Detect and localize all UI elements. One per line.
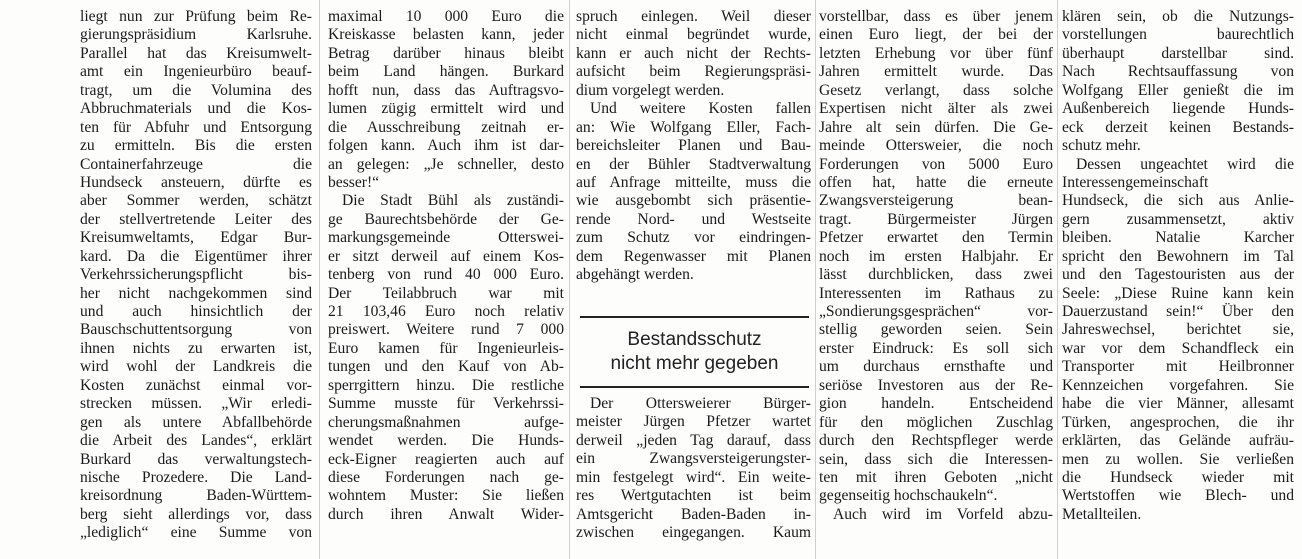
text-line: erster Eindruck: Es soll sich bbox=[819, 339, 1053, 357]
text-line: eck derzeit keinen Bestands- bbox=[1062, 118, 1294, 136]
text-line: dem Regenwasser mit Planen bbox=[576, 247, 811, 265]
text-line: der stellvertretende Leiter des bbox=[80, 210, 312, 228]
subheading-line: Bestandsschutz bbox=[627, 329, 762, 350]
text-line: Kreiskasse belasten kann, jeder bbox=[328, 26, 564, 44]
text-line: min festgelegt wird“. Ein weite- bbox=[576, 468, 811, 486]
column-rule bbox=[319, 0, 320, 559]
text-line: ten mit ihren Geboten „nicht bbox=[819, 468, 1053, 486]
text-line: markungsgemeinde Otterswei- bbox=[328, 229, 564, 247]
text-line: Kreisumweltamts, Edgar Bur- bbox=[80, 229, 312, 247]
text-line: ein Zwangsversteigerungster- bbox=[576, 450, 811, 468]
text-line: wohntem Muster: Sie ließen bbox=[328, 487, 564, 505]
subheading-line: nicht mehr gegeben bbox=[610, 353, 779, 374]
text-line: letzten Erhebung vor über fünf bbox=[819, 44, 1053, 62]
text-line: Forderungen von 5000 Euro bbox=[819, 155, 1053, 173]
text-line: Hundseck ansteuern, dürfte es bbox=[80, 173, 312, 191]
text-line: Kosten zunächst einmal vor- bbox=[80, 376, 312, 394]
text-line: Gesetz verlangt, dass solche bbox=[819, 81, 1053, 99]
text-line: res Wertgutachten ist beim bbox=[576, 487, 811, 505]
text-line: einen Euro liegt, der bei der bbox=[819, 26, 1053, 44]
text-line: aufsicht beim Regierungspräsi- bbox=[576, 63, 811, 81]
text-line: Jahre alt sein dürfen. Die Ge- bbox=[819, 118, 1053, 136]
text-line: und den Tagestouristen aus der bbox=[1062, 266, 1294, 284]
text-line: rende Nord- und Westseite bbox=[576, 210, 811, 228]
text-line: Zwangsversteigerung bean- bbox=[819, 192, 1053, 210]
text-line: meister Jürgen Pfetzer wartet bbox=[576, 413, 811, 431]
text-line: Abbruchmaterials und die Kos- bbox=[80, 100, 312, 118]
text-line: Bauschschuttentsorgung von bbox=[80, 321, 312, 339]
text-line: lässt durchblicken, dass zwei bbox=[819, 266, 1053, 284]
text-line: Interessengemeinschaft bbox=[1062, 173, 1209, 191]
text-line: tungen und den Kauf von Ab- bbox=[328, 358, 564, 376]
text-line: nicht einmal begründet wurde, bbox=[576, 26, 811, 44]
text-line: kann er auch nicht der Rechts- bbox=[576, 44, 811, 62]
text-line: vorstellbar, dass es über jenem bbox=[819, 8, 1053, 25]
text-line: Die Stadt Bühl als zuständi- bbox=[342, 192, 564, 210]
text-line: gern zusammensetzt, aktiv bbox=[1062, 210, 1294, 228]
text-line: liegt nun zur Prüfung beim Re- bbox=[80, 8, 312, 25]
text-line: zu ermitteln. Bis die ersten bbox=[80, 137, 312, 155]
text-line: Summe musste für Verkehrssi- bbox=[328, 395, 564, 413]
text-line: Jahreswechsel, berichtet sie, bbox=[1062, 321, 1294, 339]
text-line: cherungsmaßnahmen aufge- bbox=[328, 413, 564, 431]
text-line: zum Schutz vor eindringen- bbox=[576, 229, 811, 247]
text-line: eck-Eigner reagierten auch auf bbox=[328, 450, 564, 468]
text-line: Wolfgang Eller genießt die im bbox=[1062, 81, 1294, 99]
text-line: Euro kamen für Ingenieurleis- bbox=[328, 339, 564, 357]
text-line: gegenseitig hochschaukeln“. bbox=[819, 487, 998, 505]
text-line: habe die vier Männer, allesamt bbox=[1062, 395, 1294, 413]
text-line: bleiben. Natalie Karcher bbox=[1062, 229, 1294, 247]
text-line: Türken, angesprochen, die ihr bbox=[1062, 413, 1294, 431]
text-line: Auch wird im Vorfeld abzu- bbox=[833, 505, 1053, 523]
text-line: nische Prozedere. Die Land- bbox=[80, 468, 312, 486]
text-line: kreisordnung Baden-Württem- bbox=[80, 487, 312, 505]
text-line: her nicht nachgekommen sind bbox=[80, 284, 312, 302]
text-line: Nach Rechtsauffassung von bbox=[1062, 63, 1294, 81]
article-column-1 bbox=[80, 8, 312, 543]
text-line: Transporter mit Heilbronner bbox=[1062, 358, 1294, 376]
text-line: abgehängt werden. bbox=[576, 266, 694, 284]
text-line: noch im ersten Halbjahr. Er bbox=[819, 247, 1053, 265]
text-line: bereichsleiter Planen und Bau- bbox=[576, 137, 811, 155]
text-line: sperrgittern hinzu. Die restliche bbox=[328, 376, 564, 394]
text-line: Amtsgericht Baden-Baden in- bbox=[576, 505, 811, 523]
text-line: die Hundseck wieder mit bbox=[1062, 468, 1294, 486]
text-line: folgen kann. Auch ihm ist dar- bbox=[328, 137, 564, 155]
text-line: berg sieht allerdings vor, dass bbox=[80, 505, 312, 523]
text-line: hofft nun, dass das Auftragsvo- bbox=[328, 81, 564, 99]
text-line: en der Bühler Stadtverwaltung bbox=[576, 155, 811, 173]
text-line: wendet werden. Die Hunds- bbox=[328, 432, 564, 450]
text-line: ihnen nichts zu erwarten ist, bbox=[80, 339, 312, 357]
text-line: Metallteilen. bbox=[1062, 505, 1142, 523]
text-line: amt ein Ingenieurbüro beauf- bbox=[80, 63, 312, 81]
text-line: preiswert. Weitere rund 7 000 bbox=[328, 321, 564, 339]
text-line: durch den Rechtspfleger werde bbox=[819, 432, 1053, 450]
text-line: die Arbeit des Landes“, erklärt bbox=[80, 432, 312, 450]
column-rule bbox=[1057, 0, 1058, 559]
text-line: Hundseck, die sich aus Anlie- bbox=[1062, 192, 1294, 210]
text-line: gen als untere Abfallbehörde bbox=[80, 413, 312, 431]
text-line: er sitzt derweil auf einem Kos- bbox=[328, 247, 564, 265]
text-line: auf Anfrage mitteilte, muss die bbox=[576, 173, 811, 191]
article-column-5 bbox=[1062, 8, 1294, 524]
text-line: 21 103,46 Euro noch relativ bbox=[328, 303, 564, 320]
text-line: war vor dem Schandfleck ein bbox=[1062, 339, 1294, 357]
text-line: „lediglich“ eine Summe von bbox=[80, 524, 312, 542]
text-line: und auch hinsichtlich der bbox=[80, 303, 312, 320]
text-line: lumen zügig ermittelt wird und bbox=[328, 100, 564, 118]
text-line: vorstellungen baurechtlich bbox=[1062, 26, 1294, 44]
text-line: ten für Abfuhr und Entsorgung bbox=[80, 118, 312, 136]
text-line: die Ausschreibung zeitnah er- bbox=[328, 118, 564, 136]
text-line: aber Sommer werden, schätzt bbox=[80, 192, 312, 210]
text-line: durch ihren Anwalt Wider- bbox=[328, 505, 564, 523]
text-line: „Sondierungsgesprächen“ vor- bbox=[819, 303, 1053, 320]
text-line: wie ausgebombt sich präsentie- bbox=[576, 192, 811, 210]
text-line: um durchaus ernsthafte und bbox=[819, 358, 1053, 376]
article-column-3 bbox=[576, 8, 811, 285]
text-line: Containerfahrzeuge die bbox=[80, 155, 312, 173]
text-line: Der Ottersweierer Bürger- bbox=[590, 395, 811, 412]
text-line: diese Forderungen nach ge- bbox=[328, 468, 564, 486]
cropped-header-strip bbox=[80, 0, 1300, 5]
text-line: men zu wollen. Sie verließen bbox=[1062, 450, 1294, 468]
text-line: spricht den Bewohnern im Tal bbox=[1062, 247, 1294, 265]
column-rule bbox=[815, 0, 816, 559]
text-line: Pfetzer erwartet den Termin bbox=[819, 229, 1053, 247]
text-line: für den möglichen Zuschlag bbox=[819, 413, 1053, 431]
text-line: sein, dass sich die Interessen- bbox=[819, 450, 1053, 468]
text-line: derweil „jeden Tag darauf, dass bbox=[576, 431, 811, 449]
text-line: dium vorgelegt werden. bbox=[576, 81, 725, 99]
text-line: meinde Ottersweier, die noch bbox=[819, 137, 1053, 155]
text-line: Dauerzustand sein!“ Über den bbox=[1062, 303, 1294, 320]
text-line: tenberg von rund 40 000 Euro. bbox=[328, 266, 564, 284]
text-line: Jahren ermittelt wurde. Das bbox=[819, 63, 1053, 81]
text-line: beim Land hängen. Burkard bbox=[328, 63, 564, 81]
text-line: gion handeln. Entscheidend bbox=[819, 395, 1053, 413]
text-line: strecken müssen. „Wir erledi- bbox=[80, 395, 312, 413]
text-line: klären sein, ob die Nutzungs- bbox=[1062, 8, 1294, 25]
text-line: Parallel hat das Kreisumwelt- bbox=[80, 44, 312, 62]
text-line: Wertstoffen wie Blech- und bbox=[1062, 487, 1294, 505]
subheading bbox=[580, 316, 809, 388]
text-line: Und weitere Kosten fallen bbox=[590, 100, 811, 118]
text-line: gierungspräsidium Karlsruhe. bbox=[80, 26, 312, 44]
text-line: spruch einlegen. Weil dieser bbox=[576, 8, 811, 25]
text-line: kard. Da die Eigentümer ihrer bbox=[80, 247, 312, 265]
text-line: Dessen ungeachtet wird die bbox=[1076, 155, 1294, 173]
text-line: Der Teilabbruch war mit bbox=[328, 284, 564, 302]
text-line: Außenbereich liegende Hunds- bbox=[1062, 100, 1294, 118]
text-line: überhaupt darstellbar sind. bbox=[1062, 44, 1294, 62]
text-line: stellig geworden seien. Sein bbox=[819, 321, 1053, 339]
article-column-2 bbox=[328, 8, 564, 524]
text-line: offen hat, hatte die erneute bbox=[819, 173, 1053, 191]
text-line: Expertisen nicht älter als zwei bbox=[819, 100, 1053, 118]
article-column-4 bbox=[819, 8, 1053, 524]
text-line: erklärten, das Gelände aufräu- bbox=[1062, 432, 1294, 450]
text-line: tragt. Bürgermeister Jürgen bbox=[819, 210, 1053, 228]
text-line: Interessenten im Rathaus zu bbox=[819, 284, 1053, 302]
text-line: Verkehrssicherungspflicht bis- bbox=[80, 266, 312, 284]
text-line: Burkard das verwaltungstech- bbox=[80, 450, 312, 468]
text-line: Betrag darüber hinaus bleibt bbox=[328, 44, 564, 62]
text-line: schutz mehr. bbox=[1062, 137, 1141, 155]
text-line: zwischen eingegangen. Kaum bbox=[576, 524, 811, 542]
text-line: seriöse Investoren aus der Re- bbox=[819, 376, 1053, 394]
text-line: wird wohl der Landkreis die bbox=[80, 358, 312, 376]
column-rule bbox=[569, 0, 570, 559]
article-column-3-continued bbox=[576, 395, 811, 543]
text-line: tragt, um die Volumina des bbox=[80, 81, 312, 99]
text-line: Seele: „Diese Ruine kann kein bbox=[1062, 284, 1294, 302]
text-line: an gelegen: „Je schneller, desto bbox=[328, 155, 564, 173]
text-line: an: Wie Wolfgang Eller, Fach- bbox=[576, 118, 811, 136]
text-line: maximal 10 000 Euro die bbox=[328, 8, 564, 25]
text-line: besser!“ bbox=[328, 173, 380, 191]
text-line: Kennzeichen vorgefahren. Sie bbox=[1062, 376, 1294, 394]
text-line: ge Baurechtsbehörde der Ge- bbox=[328, 210, 564, 228]
